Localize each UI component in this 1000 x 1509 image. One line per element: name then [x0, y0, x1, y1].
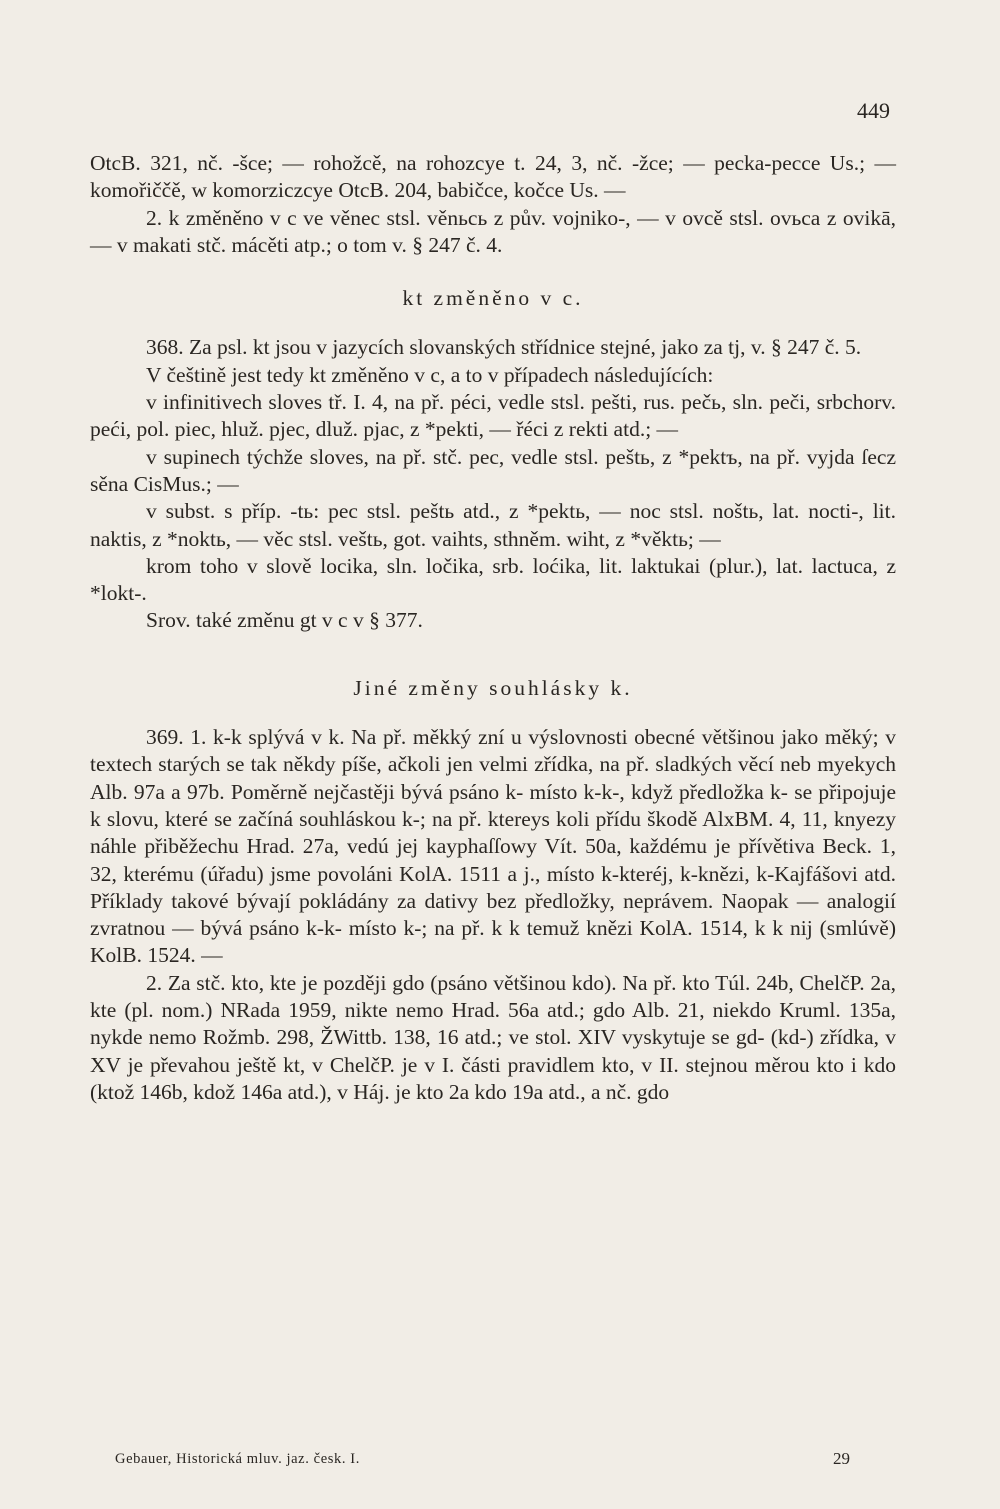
- paragraph-infinitive: v infinitivech sloves tř. I. 4, na př. péci, vedle stsl. pešti, rus. pečь, sln. peči, srbchorv. peći, pol. piec, hluž. pjec, dluž. pjac, z *pekti, — řéci z rekti atd.; —: [90, 390, 896, 442]
- page-footer: [115, 1451, 850, 1468]
- footer-source: Gebauer, Historická mluv. jaz. česk. I.: [115, 1451, 360, 1467]
- paragraph-368: 368. Za psl. kt jsou v jazycích slovanských střídnice stejné, jako za tj, v. § 247 č. 5.: [146, 335, 862, 360]
- paragraph-supine: v supinech týchže sloves, na př. stč. pec, vedle stsl. peštь, z *pektъ, na př. vyjda ſecz sěna CisMus.; —: [90, 444, 896, 496]
- paragraph-369: 369. 1. k-k splývá v k. Na př. měkký zní u výslovnosti obecné většinou jako měký; v textech starých se tak někdy píše, ačkoli jen velmi zřídka, na př. sladkých věcí neb myekych Alb. 97a a 97b. Poměrně nejčastěji bývá psáno k- místo k-k-, když předložka k- se připojuje k slovu, které se začíná souhláskou k-; na př. ktereys koli přídu škodě AlxBM. 4, 11, knyezy náhle přiběžechu Hrad. 27a, vedú jej kayphaſſowy Vít. 50a, každému je přívětiva Beck. 1, 32, kterému (úřadu) jsme povoláni KolA. 1511 a j., místo k-kteréj, k-knězi, k-Kajfášovi atd. Příklady takové bývají pokládány za dativy bez předložky, neprávem. Naopak — analogií zvratnou — bývá psáno k-k- místo k-; na př. k k temuž knězi KolA. 1514, k k nij (smlúvě) KolB. 1524. —: [90, 725, 896, 968]
- paragraph-locika: krom toho v slově locika, sln. ločika, srb. loćika, lit. laktukai (plur.), lat. lactuca, z *lokt-.: [90, 553, 896, 606]
- section-heading-other-changes: Jiné změny souhlásky k.: [353, 675, 633, 700]
- page-number: 449: [857, 98, 890, 123]
- paragraph-cross-reference: Srov. také změnu gt v c v § 377.: [146, 608, 423, 633]
- body-text: [90, 150, 896, 1106]
- section-heading-kt: kt změněno v c.: [402, 286, 584, 311]
- footer-signature: 29: [833, 1449, 850, 1468]
- paragraph-369-2: 2. Za stč. kto, kte je později gdo (psáno většinou kdo). Na př. kto Túl. 24b, ChelčP. 2a, kte (pl. nom.) NRada 1959, nikte nemo Hrad. 56a atd.; gdo Alb. 21, niekdo Kruml. 135a, nykde nemo Rožmb. 298, ŽWittb. 138, 16 atd.; ve stol. XIV vyskytuje se gd- (kd-) zřídka, v XV je převahou ještě kt, v ChelčP. je v I. části pravidlem kto, v II. stejnou měrou kto i kdo (ktož 146b, kdož 146a atd.), v Háj. je kto 2a kdo 19a atd., a nč. gdo: [90, 970, 896, 1104]
- paragraph-368-cases: V češtině jest tedy kt změněno v c, a to v případech následujících:: [146, 362, 714, 387]
- paragraph-k-to-c: 2. k změněno v c ve věnec stsl. věnьcь z pův. vojniko-, — v ovcě stsl. ovьca z ovikā, — v makati stč. mácěti atp.; o tom v. § 247 č. 4.: [90, 205, 896, 257]
- paragraph-continuation: OtcB. 321, nč. -šce; — rohožcě, na rohozcye t. 24, 3, nč. -žce; — pecka-pecce Us.; — komořiččě, w komorziczcye OtcB. 204, babičce, kočce Us. —: [90, 151, 896, 203]
- paragraph-substantive: v subst. s příp. -tь: pec stsl. peštь atd., z *pektь, — noc stsl. noštь, lat. nocti-, lit. naktis, z *noktь, — věc stsl. veštь, got. vaihts, sthněm. wiht, z *věktь; —: [90, 499, 896, 551]
